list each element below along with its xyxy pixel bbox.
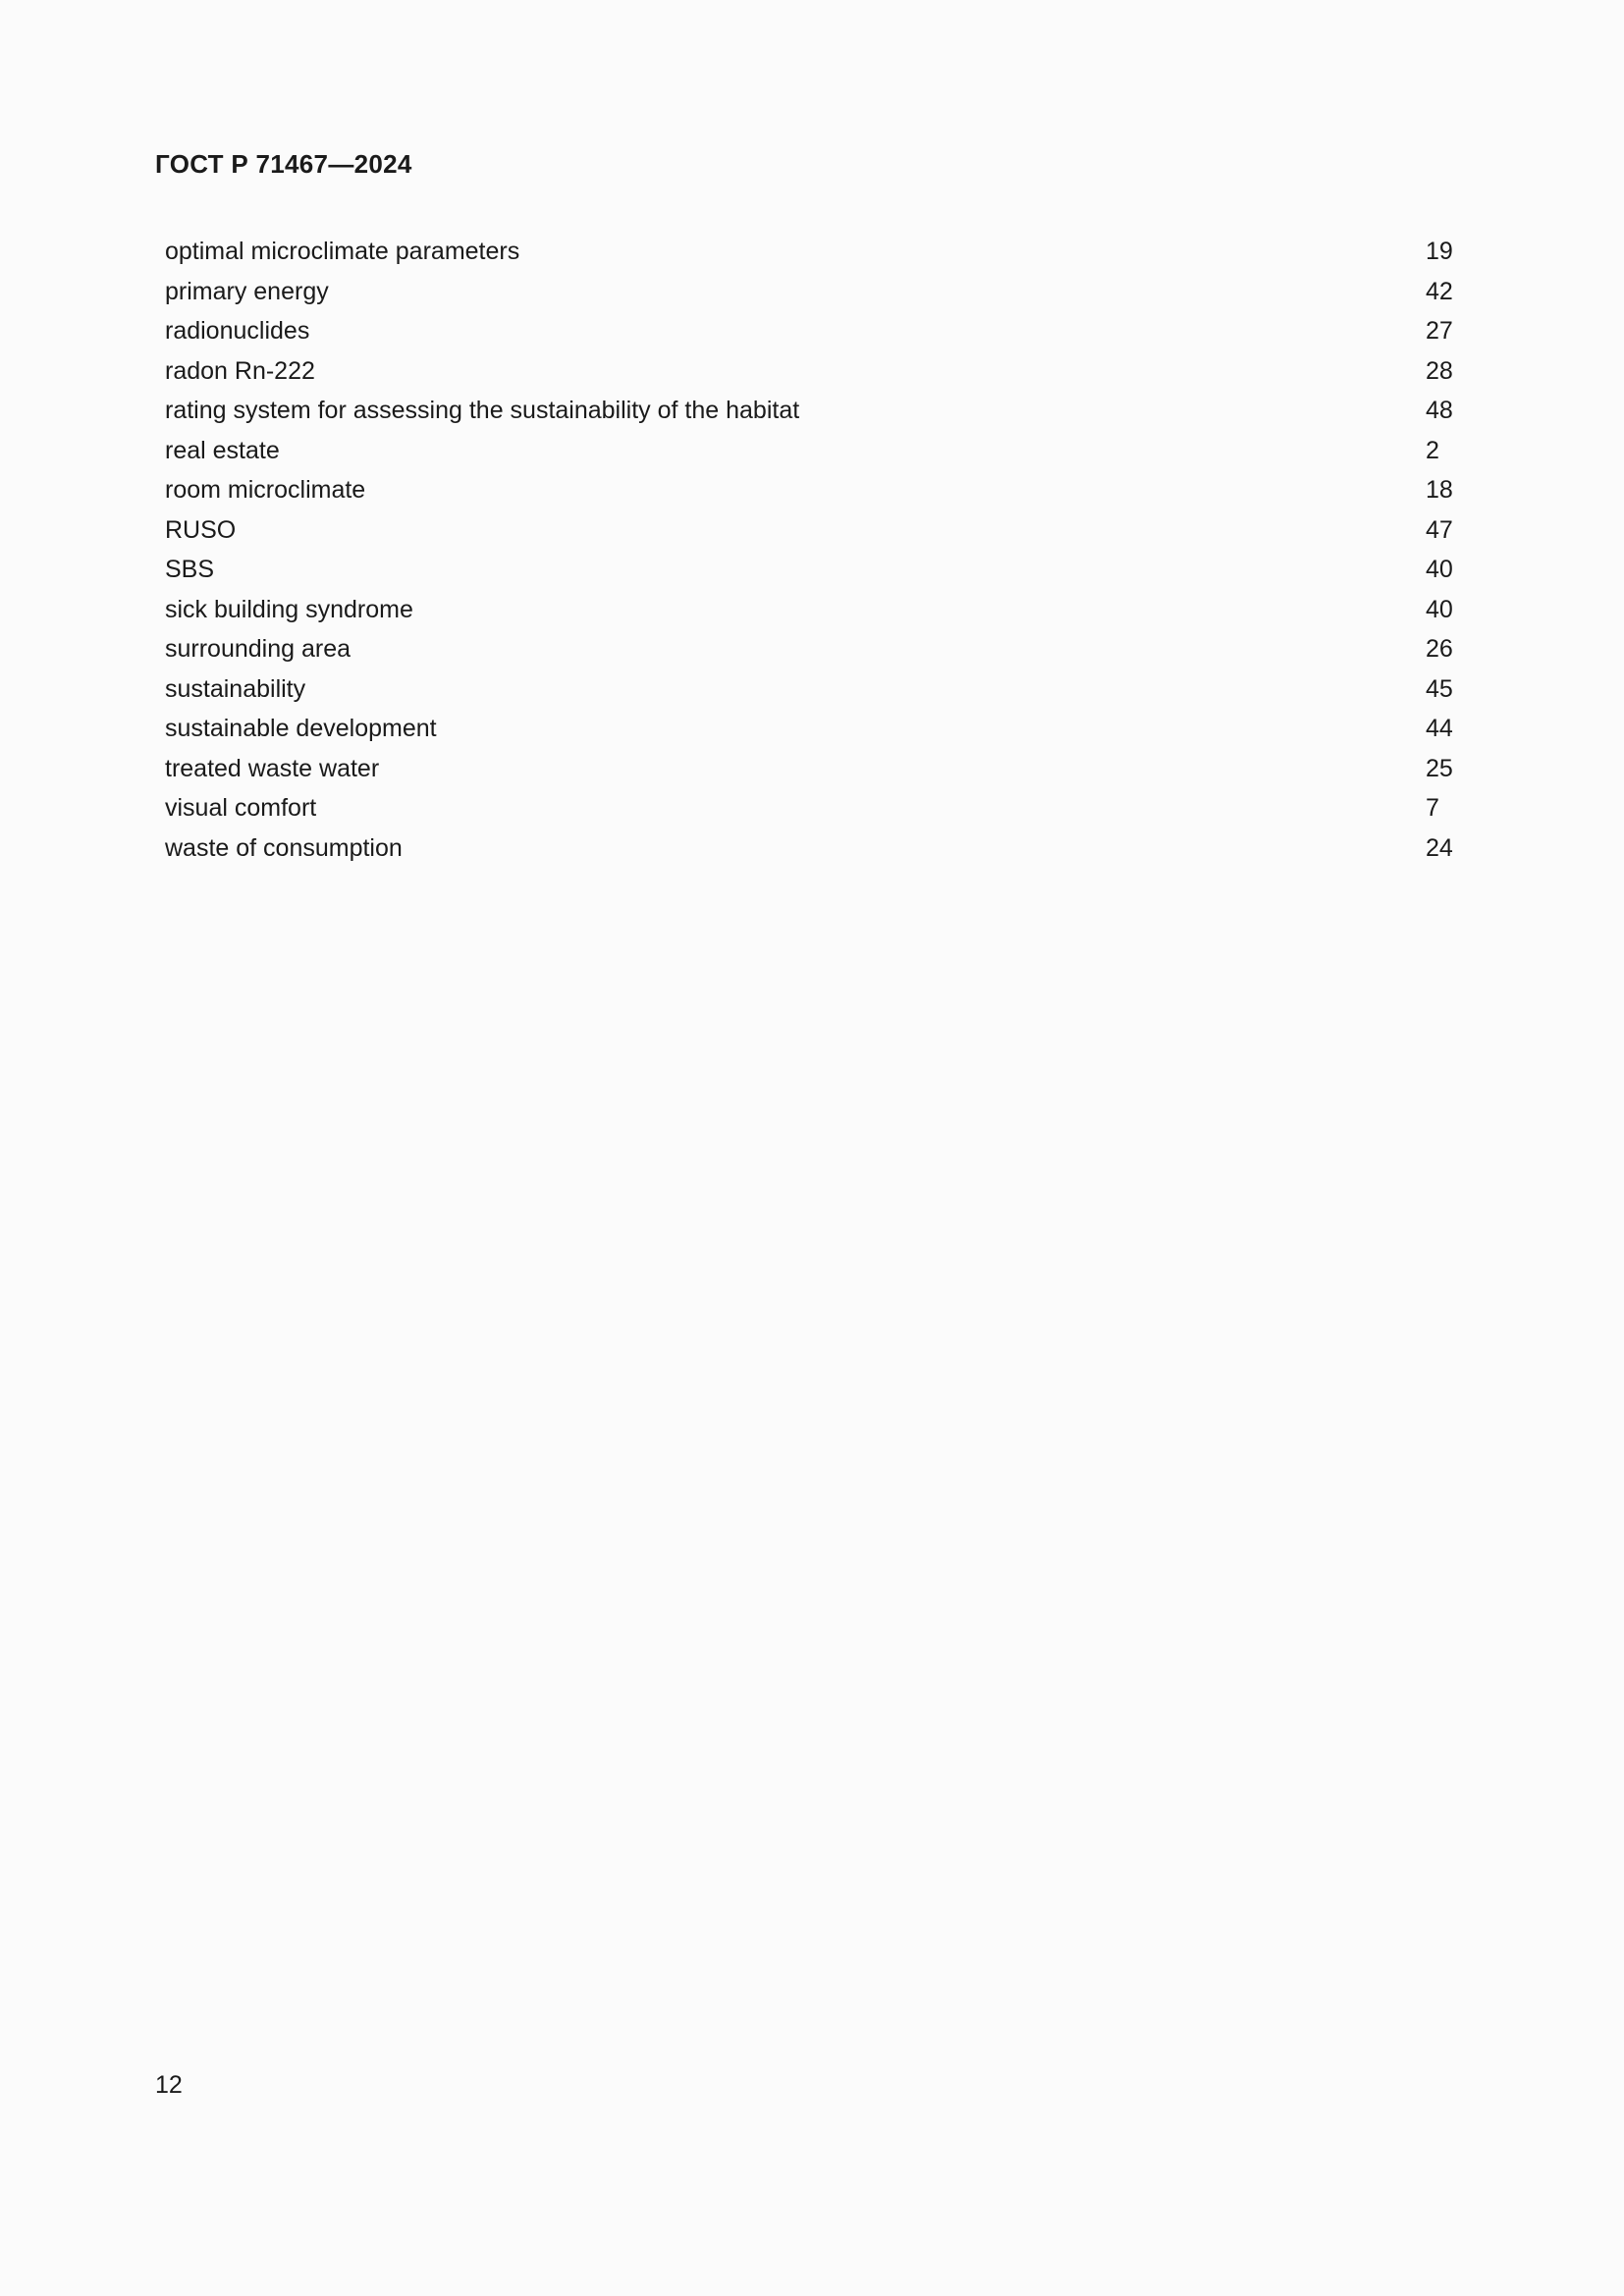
index-entry [165, 590, 1461, 630]
index-page-ref: 26 [1426, 635, 1453, 663]
index-term: rating system for assessing the sustainability of the habitat [165, 397, 800, 424]
index-entry [165, 351, 1461, 392]
index-term: treated waste water [165, 754, 380, 782]
index-entry [165, 788, 1461, 828]
index-page-ref: 45 [1426, 674, 1453, 703]
index-term: SBS [165, 556, 215, 583]
index-term: primary energy [165, 277, 329, 305]
index-term: waste of consumption [165, 833, 403, 862]
index-entry [165, 431, 1461, 471]
index-term: real estate [165, 436, 280, 464]
index-page-ref: 24 [1426, 833, 1453, 862]
index-entry [165, 550, 1461, 590]
document-header: ГОСТ Р 71467—2024 [155, 149, 412, 179]
index-entry [165, 669, 1461, 710]
index-entry [165, 828, 1461, 869]
index-term: room microclimate [165, 476, 366, 504]
index-term: visual comfort [165, 794, 317, 822]
index-term: radon Rn-222 [165, 356, 315, 385]
index-entry [165, 272, 1461, 312]
term-index-list [165, 232, 1461, 868]
index-entry [165, 470, 1461, 510]
index-entry [165, 510, 1461, 551]
index-page-ref: 47 [1426, 515, 1453, 544]
index-entry [165, 709, 1461, 749]
index-entry [165, 629, 1461, 669]
index-entry [165, 391, 1461, 431]
page-number: 12 [155, 2071, 183, 2099]
index-page-ref: 44 [1426, 715, 1453, 742]
index-page-ref: 18 [1426, 476, 1453, 504]
index-page-ref: 2 [1426, 436, 1439, 464]
index-term: optimal microclimate parameters [165, 238, 520, 265]
index-page-ref: 7 [1426, 794, 1439, 822]
index-term: sustainable development [165, 715, 437, 742]
index-entry [165, 232, 1461, 272]
index-page-ref: 42 [1426, 277, 1453, 305]
index-term: sick building syndrome [165, 595, 413, 623]
index-page-ref: 40 [1426, 595, 1453, 623]
index-term: radionuclides [165, 317, 310, 345]
index-page-ref: 48 [1426, 397, 1453, 424]
index-page-ref: 27 [1426, 317, 1453, 345]
index-term: sustainability [165, 674, 306, 703]
index-page-ref: 19 [1426, 238, 1453, 265]
index-entry [165, 749, 1461, 789]
index-page-ref: 28 [1426, 356, 1453, 385]
index-page-ref: 40 [1426, 556, 1453, 583]
index-page-ref: 25 [1426, 754, 1453, 782]
index-term: RUSO [165, 515, 237, 544]
index-term: surrounding area [165, 635, 352, 663]
index-entry [165, 311, 1461, 351]
